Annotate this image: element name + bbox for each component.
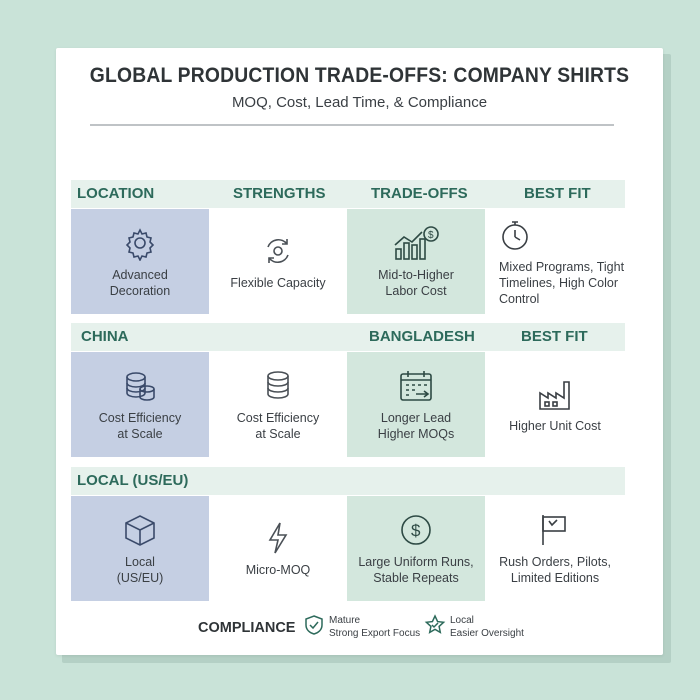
header-bangladesh: BANGLADESH [369,328,475,345]
header-trade-offs: TRADE-OFFS [371,185,468,202]
cell-longer-lead [347,352,485,457]
cell-china-cost-efficiency [71,352,209,457]
cell-mixed-programs [485,209,625,314]
cell-text: Longer Lead Higher MOQs [377,410,455,441]
box-icon [122,512,158,548]
coin-stack-icon [122,368,158,404]
cell-text: Cost Efficiency at Scale [98,410,182,441]
header-strengths: STRENGTHS [233,185,326,202]
compliance-item-local [424,614,524,640]
cell-text: Cost Efficiency at Scale [236,410,320,441]
infographic-card [56,48,663,655]
rising-cost-chart-icon [392,225,440,261]
compliance-line2: Easier Oversight [450,628,524,639]
stopwatch-icon [499,217,535,253]
svg-text:$: $ [411,520,421,540]
cell-text: Micro-MOQ [245,562,311,577]
header-location: LOCATION [77,185,155,202]
cell-flexible-capacity [209,209,347,314]
compliance-item-mature [303,614,420,640]
compliance-label: COMPLIANCE [198,620,296,636]
svg-text:$: $ [428,229,434,241]
cell-text: Local (US/EU) [116,554,164,585]
cell-text: Higher Unit Cost [509,418,601,433]
cell-text: Advanced Decoration [109,267,171,298]
calendar-icon [398,368,434,404]
stacked-coins-icon [260,368,296,404]
header-best-fit-2: BEST FIT [521,328,588,345]
dollar-circle-icon [398,512,434,548]
cell-labor-cost [347,209,485,314]
section2-header-band [71,323,625,351]
header-china: CHINA [81,328,129,345]
cell-text: Mixed Programs, Tight Timelines, High Color Control [499,259,625,306]
star-check-icon [424,614,450,640]
shield-check-icon [303,614,329,640]
cell-cost-efficiency [209,352,347,457]
cycle-arrows-icon [260,233,296,269]
factory-icon [537,376,573,412]
page-title: GLOBAL PRODUCTION TRADE-OFFS: COMPANY SHIRTS [89,64,630,87]
lightning-icon [260,520,296,556]
header-best-fit: BEST FIT [524,185,591,202]
cell-micro-moq [209,496,347,601]
cell-uniform-runs [347,496,485,601]
cell-text: Large Uniform Runs, Stable Repeats [358,554,474,585]
compliance-line1: Mature [329,615,361,626]
page-subtitle: MOQ, Cost, Lead Time, & Compliance [231,94,488,111]
compliance-line2: Strong Export Focus [329,628,421,639]
cell-text: Rush Orders, Pilots, Limited Editions [499,554,611,585]
section3-header-band [71,467,625,495]
compliance-line1: Local [450,615,474,626]
header-local: LOCAL (US/EU) [77,472,189,489]
cell-local [71,496,209,601]
cell-higher-unit-cost [485,352,625,457]
cell-text: Mid-to-Higher Labor Cost [378,267,454,298]
gear-icon [122,225,158,261]
cell-text: Flexible Capacity [230,275,326,290]
cell-rush-orders [485,496,625,601]
title-divider [90,124,614,126]
flag-icon [537,512,573,548]
section1-header-band [71,180,625,208]
cell-advanced-decoration [71,209,209,314]
